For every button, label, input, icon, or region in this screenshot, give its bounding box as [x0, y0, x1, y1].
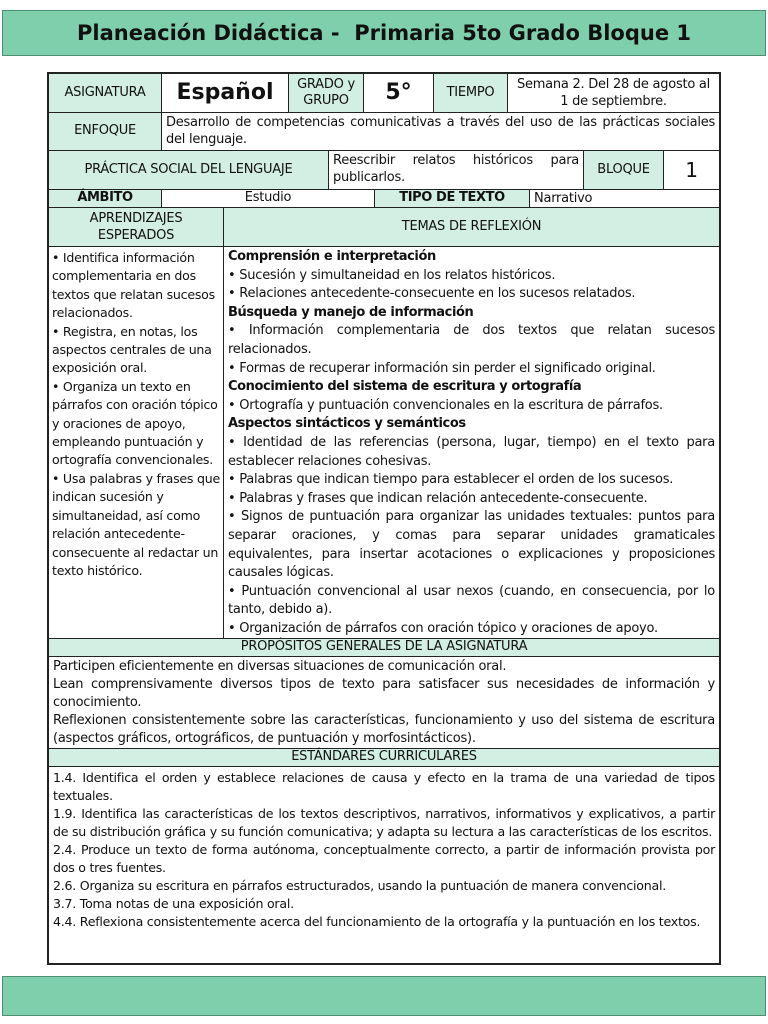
row-enfoque [49, 113, 719, 151]
enfoque-value: Desarrollo de competencias comunicativas a través del uso de las prácticas sociales del lenguaje. [166, 115, 715, 147]
tema-section-title: Aspectos sintácticos y semánticos [228, 416, 466, 432]
propositos-list [49, 657, 719, 748]
tipo-value: Narrativo [534, 191, 593, 206]
estandar-item: 1.9. Identifica las características de los textos descriptivos, narrativos, informativos y explicativos, a partir de su distribución gráfica y su función comunicativa; y adapta su lectura a las características de los escritos. [53, 806, 715, 839]
practica-value: Reescribir relatos históricos para publicarlos. [329, 151, 584, 189]
row-propositos-header [49, 639, 719, 657]
estandar-item: 2.4. Produce un texto de forma autónoma, conceptualmente correcto, a partir de información provista por dos o tres fuentes. [53, 842, 715, 875]
row-content [49, 247, 719, 639]
tema-item: • Ortografía y puntuación convencionales en la escritura de párrafos. [228, 397, 663, 413]
estandar-item: 2.6. Organiza su escritura en párrafos estructurados, usando la puntuación de manera convencional. [53, 878, 666, 893]
tema-item: • Información complementaria de dos textos que relatan sucesos relacionados. [228, 323, 715, 357]
row-column-headers [49, 208, 719, 247]
grado-value: 5° [364, 74, 434, 112]
propositos-header: PROPÓSITOS GENERALES DE LA ASIGNATURA [49, 639, 719, 656]
tema-item: • Sucesión y simultaneidad en los relatos históricos. [228, 267, 556, 283]
tema-item: • Relaciones antecedente-consecuente en los sucesos relatados. [228, 286, 636, 302]
proposito-item: Reflexionen consistentemente sobre las características, funcionamiento y uso del sistema de escritura (aspectos gráficos, ortográficos, de puntuación y morfosintácticos). [53, 713, 715, 746]
tema-section-title: Conocimiento del sistema de escritura y ortografía [228, 379, 582, 395]
row-propositos [49, 657, 719, 749]
row-practica [49, 151, 719, 190]
row-estandares [49, 767, 719, 963]
tema-item: • Puntuación convencional al usar nexos (cuando, en consecuencia, por lo tanto, debido a). [228, 583, 715, 618]
tema-section-title: Comprensión e interpretación [228, 249, 436, 264]
grado-label: GRADO y GRUPO [289, 74, 364, 112]
tema-item: • Signos de puntuación para organizar las unidades textuales: puntos para separar oraciones, y comas para separar unidades gramaticales equivalentes, para insertar acotaciones o explicaciones y proposiciones causales lógicas. [228, 509, 715, 581]
tipo-label: TIPO DE TEXTO [375, 190, 530, 207]
bloque-label: BLOQUE [584, 151, 664, 189]
planning-table [47, 72, 721, 965]
temas-header: TEMAS DE REFLEXIÓN [224, 208, 719, 246]
tema-item: • Palabras que indican tiempo para establecer el orden de los sucesos. [228, 472, 674, 488]
title-bar [2, 10, 766, 56]
tema-item: • Palabras y frases que indican relación antecedente-consecuente. [228, 490, 648, 506]
tema-item: • Identidad de las referencias (persona, lugar, tiempo) en el texto para establecer relaciones cohesivas. [228, 434, 715, 469]
proposito-item: Participen eficientemente en diversas situaciones de comunicación oral. [53, 659, 507, 674]
aprendizajes-list [49, 247, 224, 638]
temas-list [224, 247, 719, 638]
row-asignatura [49, 74, 719, 113]
aprendizaje-item: • Registra, en notas, los aspectos centrales de una exposición oral. [52, 323, 212, 376]
bloque-value: 1 [685, 157, 698, 182]
asignatura-value: Español [162, 74, 289, 112]
proposito-item: Lean comprensivamente diversos tipos de texto para satisfacer sus necesidades de información y conocimiento. [53, 677, 715, 710]
tiempo-label: TIEMPO [434, 74, 508, 112]
estandar-item: 3.7. Toma notas de una exposición oral. [53, 896, 294, 911]
aprendizaje-item: • Usa palabras y frases que indican sucesión y simultaneidad, así como relación antecedente-consecuente al redactar un texto histórico. [52, 470, 220, 578]
practica-label: PRÁCTICA SOCIAL DEL LENGUAJE [49, 151, 329, 189]
tema-item: • Formas de recuperar información sin perder el significado original. [228, 360, 656, 376]
estandares-header: ESTÁNDARES CURRICULARES [49, 749, 719, 766]
footer-bar [2, 976, 766, 1016]
tema-section-title: Búsqueda y manejo de información [228, 304, 474, 320]
aprendizaje-item: • Organiza un texto en párrafos con oración tópico y oraciones de apoyo, empleando puntuación y ortografía convencionales. [52, 378, 218, 468]
aprendizaje-item: • Identifica información complementaria en dos textos que relatan sucesos relacionados. [52, 250, 215, 321]
estandar-item: 4.4. Reflexiona consistentemente acerca del funcionamiento de la ortografía y la puntuación en los textos. [53, 914, 701, 929]
tiempo-value: Semana 2. Del 28 de agosto al 1 de septiembre. [516, 77, 711, 109]
page-title: Planeación Didáctica - Primaria 5to Grado Bloque 1 [77, 21, 691, 45]
estandares-list [49, 767, 719, 963]
aprendizajes-header: APRENDIZAJES ESPERADOS [49, 208, 224, 246]
tema-item: • Organización de párrafos con oración tópico y oraciones de apoyo. [228, 620, 658, 636]
enfoque-label: ENFOQUE [49, 113, 162, 150]
ambito-value: Estudio [162, 190, 375, 207]
estandar-item: 1.4. Identifica el orden y establece relaciones de causa y efecto en la trama de una variedad de tipos textuales. [53, 770, 715, 803]
asignatura-label: ASIGNATURA [49, 74, 162, 112]
ambito-label: ÁMBITO [49, 190, 162, 207]
row-estandares-header [49, 749, 719, 767]
row-ambito [49, 190, 719, 208]
